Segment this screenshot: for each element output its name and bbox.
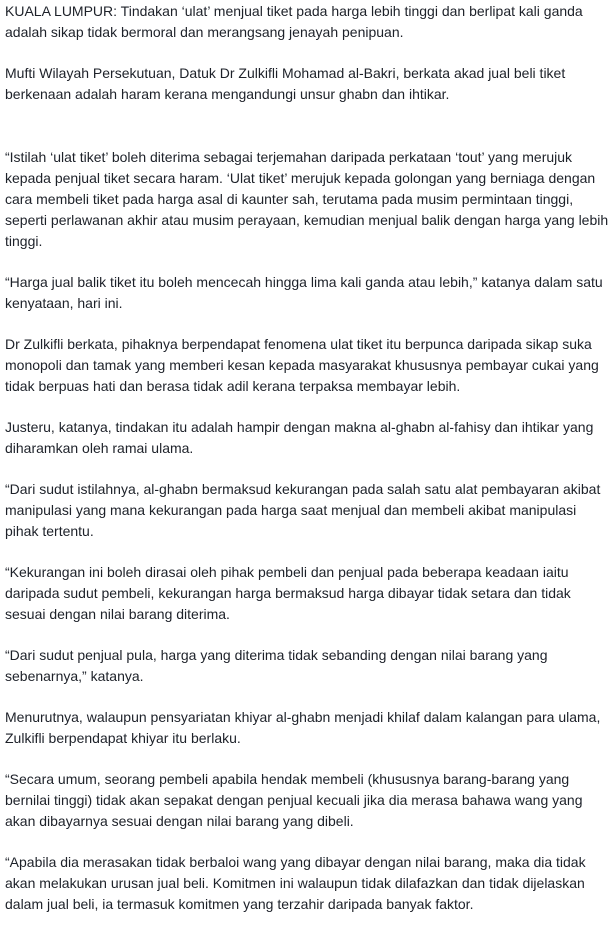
article-paragraph: Menurutnya, walaupun pensyariatan khiyar al-ghabn menjadi khilaf dalam kalangan para ulama, Zulkifli berpendapat khiyar itu berlaku. <box>5 709 601 746</box>
article-paragraph: “Apabila dia merasakan tidak berbaloi wang yang dibayar dengan nilai barang, maka dia tidak akan melakukan urusan jual beli. Komitmen ini walaupun tidak dilafazkan dan tidak dijelaskan dalam jual beli, ia termasuk komitmen yang terzahir daripada banyak faktor. <box>5 854 586 912</box>
article-body <box>5 1 610 935</box>
article-paragraph: Mufti Wilayah Persekutuan, Datuk Dr Zulkifli Mohamad al-Bakri, berkata akad jual beli tiket berkenaan adalah haram kerana mengandungi unsur ghabn dan ihtikar. <box>5 65 566 102</box>
article-paragraph: “Dari sudut istilahnya, al-ghabn bermaksud kekurangan pada salah satu alat pembayaran akibat manipulasi yang mana kekurangan pada harga saat menjual dan membeli akibat manipulasi pihak tertentu. <box>5 481 601 539</box>
article-paragraph: “Kekurangan ini boleh dirasai oleh pihak pembeli dan penjual pada beberapa keadaan iaitu daripada sudut pembeli, kekurangan harga bermaksud harga dibayar tidak setara dan tidak sesuai dengan nilai barang diterima. <box>5 564 571 622</box>
article-paragraph-lead: KUALA LUMPUR: Tindakan ‘ulat’ menjual tiket pada harga lebih tinggi dan berlipat kali ganda adalah sikap tidak bermoral dan merangsang jenayah penipuan. <box>5 3 583 40</box>
article-paragraph: “Dari sudut penjual pula, harga yang diterima tidak sebanding dengan nilai barang yang sebenarnya,” katanya. <box>5 647 548 684</box>
article-paragraph: “Istilah ‘ulat tiket’ boleh diterima sebagai terjemahan daripada perkataan ‘tout’ yang merujuk kepada penjual tiket secara haram. ‘Ulat tiket’ merujuk kepada golongan yang berniaga dengan cara membeli tiket pada harga asal di kaunter sah, terutama pada musim permintaan tinggi, seperti perlawanan akhir atau musim perayaan, kemudian menjual balik dengan harga yang lebih tinggi. <box>5 149 609 249</box>
article-paragraph: “Harga jual balik tiket itu boleh mencecah hingga lima kali ganda atau lebih,” katanya dalam satu kenyataan, hari ini. <box>5 274 603 311</box>
article-paragraph: “Secara umum, seorang pembeli apabila hendak membeli (khususnya barang-barang yang bernilai tinggi) tidak akan sepakat dengan penjual kecuali jika dia merasa bahawa wang yang akan dibayarnya sesuai dengan nilai barang yang dibeli. <box>5 771 583 829</box>
article-paragraph: Dr Zulkifli berkata, pihaknya berpendapat fenomena ulat tiket itu berpunca daripada sikap suka monopoli dan tamak yang memberi kesan kepada masyarakat khususnya pembayar cukai yang tidak berpuas hati dan berasa tidak adil kerana terpaksa membayar lebih. <box>5 336 599 394</box>
article-paragraph: Justeru, katanya, tindakan itu adalah hampir dengan makna al-ghabn al-fahisy dan ihtikar yang diharamkan oleh ramai ulama. <box>5 419 594 456</box>
